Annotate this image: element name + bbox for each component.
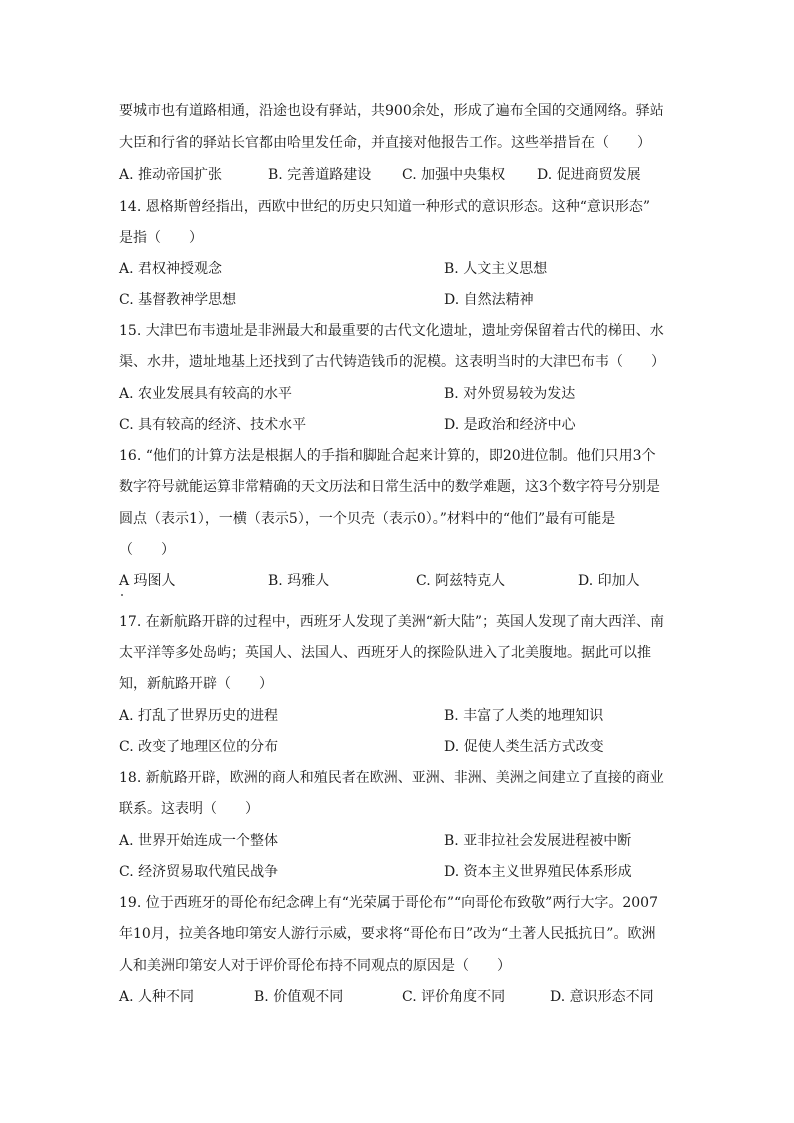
- q17-stem-line-2: 太平洋等多处岛屿；英国人、法国人、西班牙人的探险队进入了北美腹地。据此可以推: [119, 645, 651, 661]
- q16-stem-line-2: 数字符号就能运算非常精确的天文历法和日常生活中的数学难题，这3个数字符号分别是: [119, 479, 660, 495]
- q18-stem-line-1: 18. 新航路开辟，欧洲的商人和殖民者在欧洲、亚洲、非洲、美洲之间建立了直接的商业: [119, 770, 664, 786]
- q15-option-d: D. 是政治和经济中心: [444, 417, 576, 433]
- q19-option-b: B. 价值观不同: [254, 989, 344, 1005]
- q17-option-a: A. 打乱了世界历史的进程: [119, 708, 279, 724]
- q17-stem-line-1: 17. 在新航路开辟的过程中，西班牙人发现了美洲“新大陆”；英国人发现了南大西洋、南: [119, 614, 665, 630]
- q18-option-c: C. 经济贸易取代殖民战争: [119, 864, 279, 880]
- q19-option-a: A. 人种不同: [119, 989, 195, 1005]
- q14-option-d: D. 自然法精神: [444, 292, 534, 308]
- q14-option-c: C. 基督教神学思想: [119, 292, 237, 308]
- stray-dot: [121, 594, 123, 596]
- q16-stem-line-1: 16. “他们的计算方法是根据人的手指和脚趾合起来计算的，即20进位制。他们只用3个: [119, 448, 656, 464]
- q16-option-d: D. 印加人: [578, 573, 640, 589]
- q16-stem-line-4: （ ）: [119, 542, 175, 558]
- q18-option-a: A. 世界开始连成一个整体: [119, 833, 279, 849]
- q18-option-d: D. 资本主义世界殖民体系形成: [444, 864, 632, 880]
- q18-stem-line-2: 联系。这表明（ ）: [119, 801, 259, 817]
- q14-stem-line-2: 是指（ ）: [119, 230, 203, 246]
- q14-option-b: B. 人文主义思想: [444, 261, 548, 277]
- q14-stem-line-1: 14. 恩格斯曾经指出，西欧中世纪的历史只知道一种形式的意识形态。这种“意识形态”: [119, 199, 651, 215]
- q19-option-d: D. 意识形态不同: [550, 989, 654, 1005]
- q19-stem-line-1: 19. 位于西班牙的哥伦布纪念碑上有“光荣属于哥伦布”“向哥伦布致敬”两行大字。2007: [119, 895, 658, 911]
- q13-stem-line-2: 大臣和行省的驿站长官都由哈里发任命，并直接对他报告工作。这些举措旨在（ ）: [119, 135, 651, 151]
- q15-option-a: A. 农业发展具有较高的水平: [119, 386, 293, 402]
- q18-option-b: B. 亚非拉社会发展进程被中断: [444, 833, 632, 849]
- q17-option-b: B. 丰富了人类的地理知识: [444, 708, 604, 724]
- q15-option-c: C. 具有较高的经济、技术水平: [119, 417, 307, 433]
- q17-stem-line-3: 知，新航路开辟（ ）: [119, 676, 273, 692]
- q17-option-d: D. 促使人类生活方式改变: [444, 739, 604, 755]
- q16-option-a: A 玛图人: [119, 573, 176, 589]
- q17-option-c: C. 改变了地理区位的分布: [119, 739, 279, 755]
- q13-option-a: A. 推动帝国扩张: [119, 167, 223, 183]
- q15-stem-line-1: 15. 大津巴布韦遗址是非洲最大和最重要的古代文化遗址，遗址旁保留着古代的梯田、水: [119, 323, 664, 339]
- q13-option-d: D. 促进商贸发展: [537, 167, 641, 183]
- q13-option-b: B. 完善道路建设: [268, 167, 372, 183]
- q15-stem-line-2: 渠、水井，遗址地基上还找到了古代铸造钱币的泥模。这表明当时的大津巴布韦（ ）: [119, 354, 665, 370]
- q15-option-b: B. 对外贸易较为发达: [444, 386, 576, 402]
- q19-option-c: C. 评价角度不同: [402, 989, 506, 1005]
- q16-option-b: B. 玛雅人: [268, 573, 330, 589]
- q14-option-a: A. 君权神授观念: [119, 261, 223, 277]
- q13-stem-line-1: 要城市也有道路相通，沿途也设有驿站，共900余处，形成了遍布全国的交通网络。驿站: [119, 103, 664, 119]
- q13-option-c: C. 加强中央集权: [402, 167, 506, 183]
- q16-stem-line-3: 圆点（表示1），一横（表示5），一个贝壳（表示0）。”材料中的“他们”最有可能是: [119, 511, 616, 527]
- q16-option-c: C. 阿兹特克人: [416, 573, 506, 589]
- q19-stem-line-3: 人和美洲印第安人对于评价哥伦布持不同观点的原因是（ ）: [119, 958, 511, 974]
- q19-stem-line-2: 年10月，拉美各地印第安人游行示威，要求将“哥伦布日”改为“土著人民抵抗日”。欧洲: [119, 926, 656, 942]
